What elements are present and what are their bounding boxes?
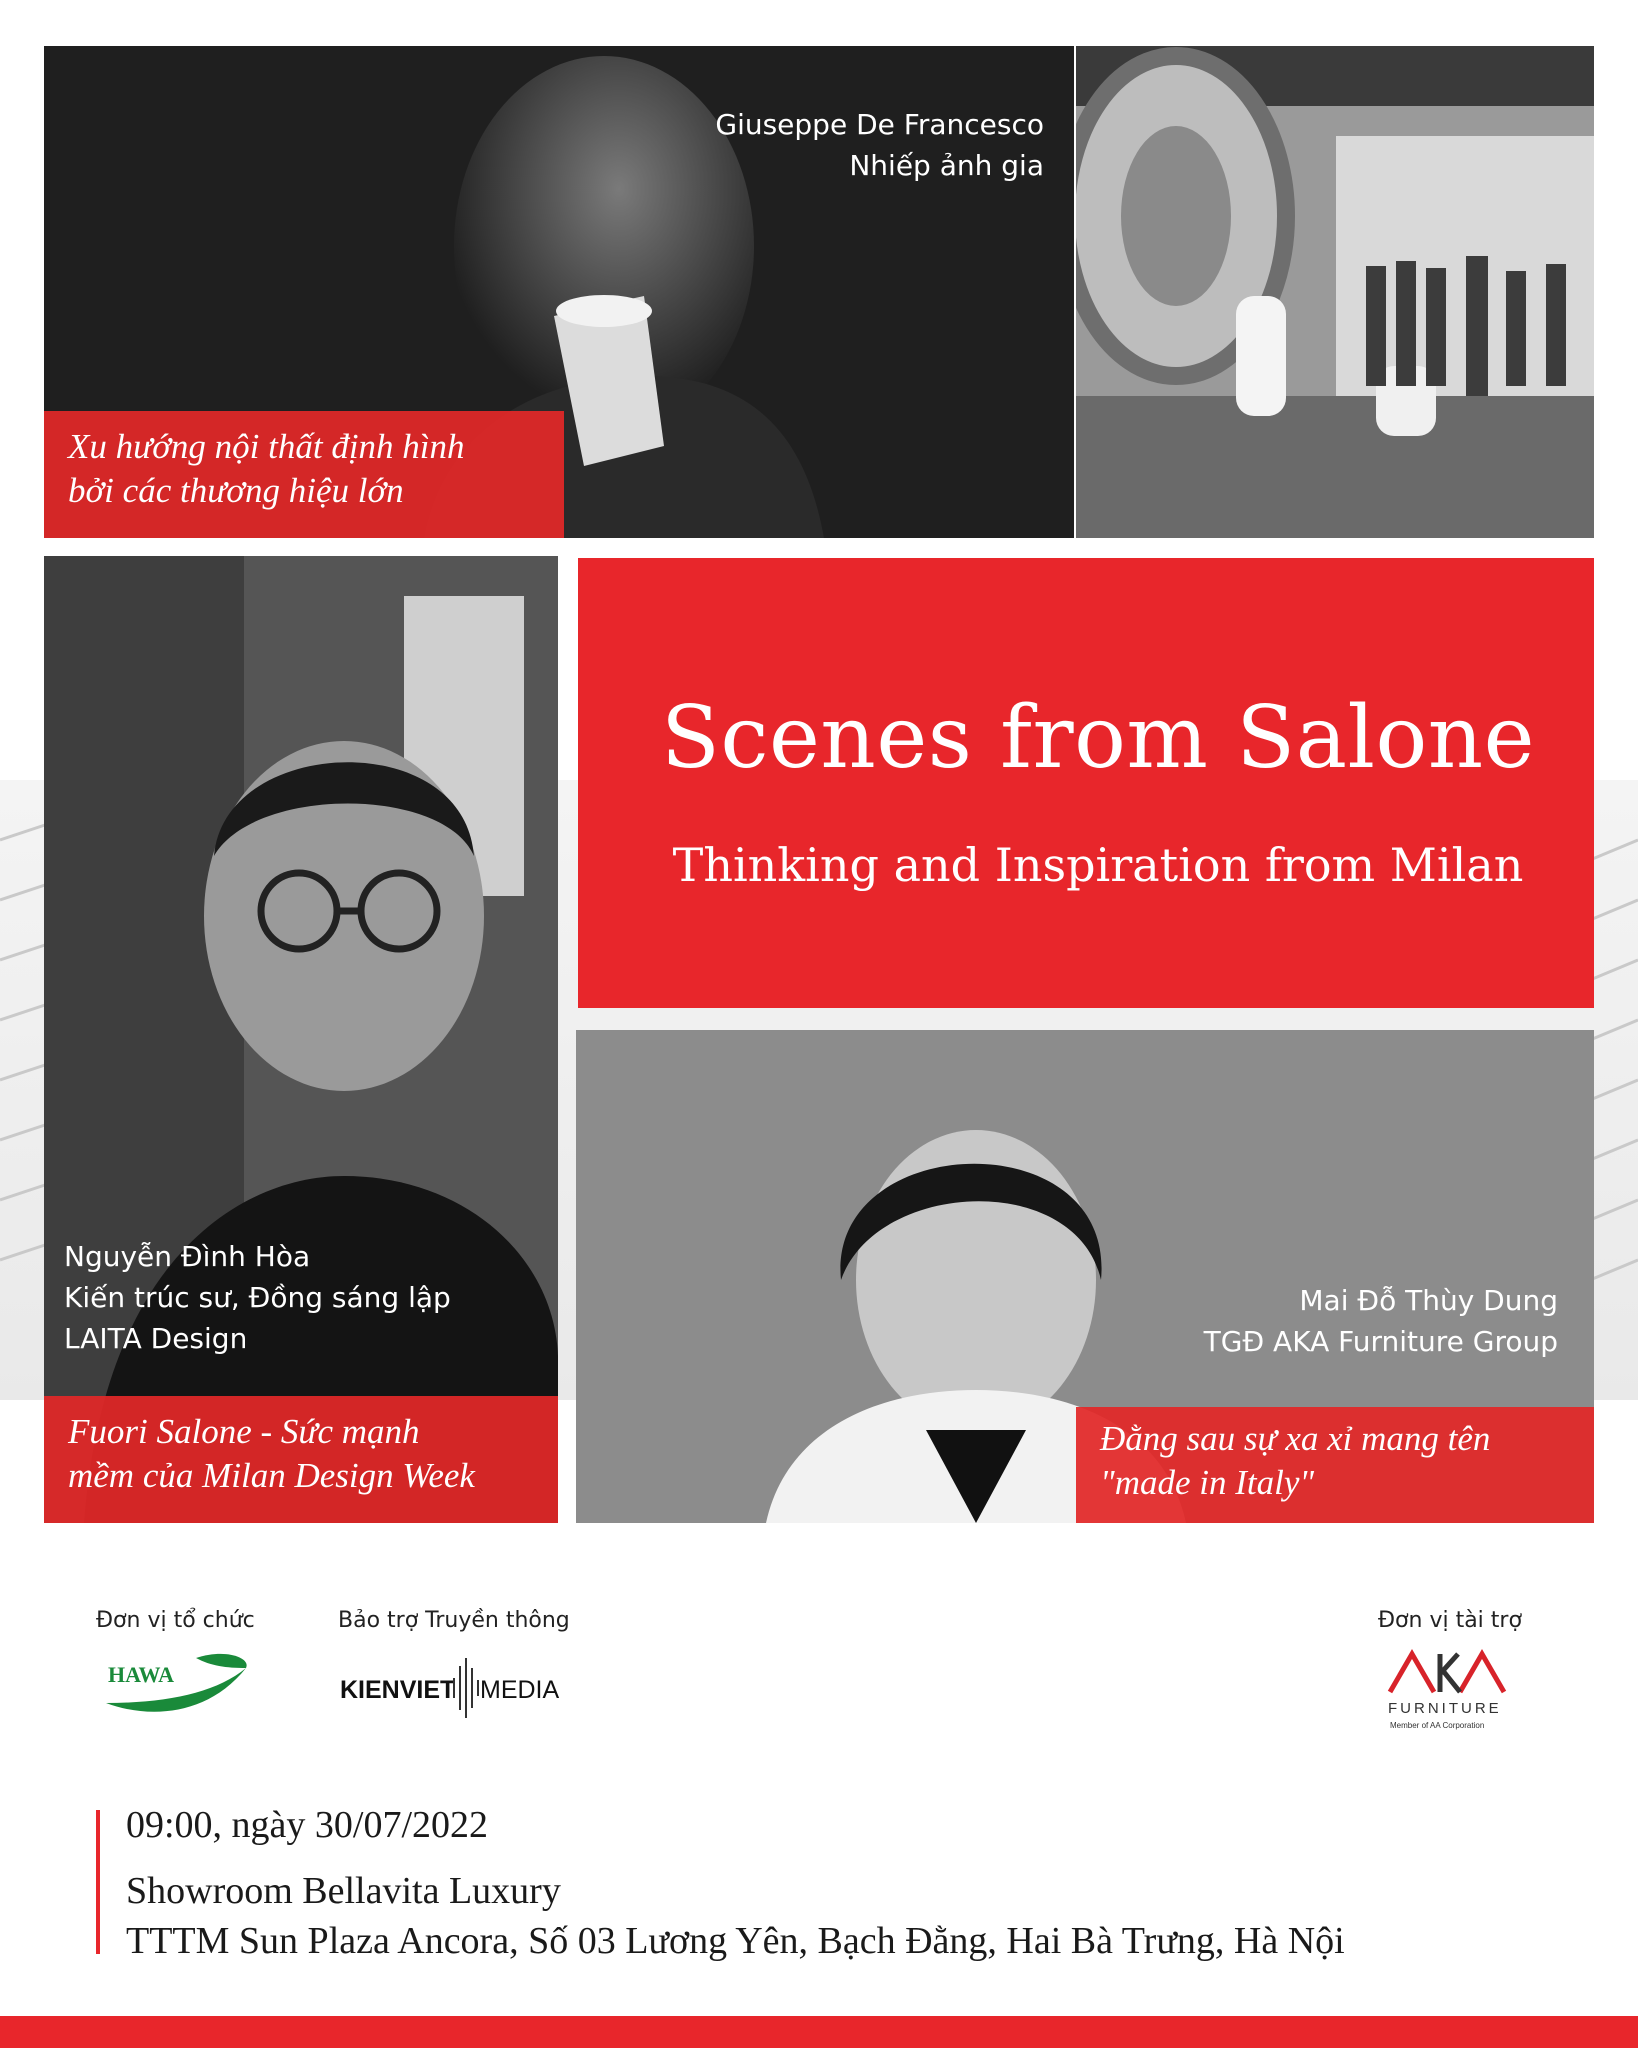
hawa-logo xyxy=(96,1648,256,1728)
hero-subtitle: Thinking and Inspiration from Milan xyxy=(672,838,1524,892)
portrait-silhouette xyxy=(44,556,558,1523)
event-address: TTTM Sun Plaza Ancora, Số 03 Lương Yên, Bạch Đằng, Hai Bà Trưng, Hà Nội xyxy=(126,1920,1345,1962)
topic-left xyxy=(44,1396,558,1523)
event-venue: Showroom Bellavita Luxury xyxy=(126,1870,561,1912)
exhibition-scene xyxy=(1076,46,1594,538)
hero-title: Scenes from Salone xyxy=(660,688,1536,788)
aka-logo-sub: FURNITURE xyxy=(1388,1700,1502,1717)
topic-left-line2: mềm của Milan Design Week xyxy=(68,1456,475,1495)
topic-top xyxy=(44,411,564,538)
topic-right-line2: "made in Italy" xyxy=(1100,1463,1315,1502)
footer-stripe xyxy=(0,2016,1638,2048)
topic-top-line2: bởi các thương hiệu lớn xyxy=(68,471,404,510)
photo-giuseppe xyxy=(44,46,1074,538)
kienviet-logo-bold: KIENVIET xyxy=(340,1676,456,1704)
speaker-left-name: Nguyễn Đình Hòa xyxy=(64,1240,311,1273)
event-info xyxy=(126,1800,1345,1966)
organizer-label: Đơn vị tổ chức xyxy=(96,1608,255,1633)
topic-right-line1: Đằng sau sự xa xỉ mang tên xyxy=(1100,1419,1491,1458)
soundwave-icon xyxy=(450,1658,480,1718)
topic-right xyxy=(1076,1407,1594,1523)
speaker-left-role: Kiến trúc sư, Đồng sáng lập xyxy=(64,1281,451,1314)
speaker-left-company: LAITA Design xyxy=(64,1322,248,1355)
topic-left-line1: Fuori Salone - Sức mạnh xyxy=(68,1412,420,1451)
media-label: Bảo trợ Truyền thông xyxy=(338,1608,570,1633)
speaker-top-name: Giuseppe De Francesco xyxy=(715,108,1044,141)
speaker-right-name: Mai Đỗ Thùy Dung xyxy=(1299,1284,1558,1317)
aka-logo xyxy=(1382,1648,1512,1738)
hawa-logo-text: HAWA xyxy=(108,1662,175,1687)
aka-mark-icon xyxy=(1382,1648,1512,1698)
aka-logo-note: Member of AA Corporation xyxy=(1390,1721,1485,1730)
photo-exhibition xyxy=(1076,46,1594,538)
info-accent-bar xyxy=(96,1810,100,1954)
speaker-right-role: TGĐ AKA Furniture Group xyxy=(1203,1325,1558,1358)
photo-nguyen-dinh-hoa xyxy=(44,556,558,1523)
photo-mai-do-thuy-dung xyxy=(576,1030,1594,1523)
kienviet-logo xyxy=(340,1658,580,1718)
speaker-top-role: Nhiếp ảnh gia xyxy=(849,149,1044,182)
sponsor-label: Đơn vị tài trợ xyxy=(1378,1608,1522,1633)
hero-panel xyxy=(578,558,1594,1008)
hawa-leaf-icon xyxy=(96,1648,256,1728)
kienviet-logo-light: MEDIA xyxy=(480,1676,560,1704)
event-datetime: 09:00, ngày 30/07/2022 xyxy=(126,1804,489,1846)
topic-top-line1: Xu hướng nội thất định hình xyxy=(68,427,465,466)
